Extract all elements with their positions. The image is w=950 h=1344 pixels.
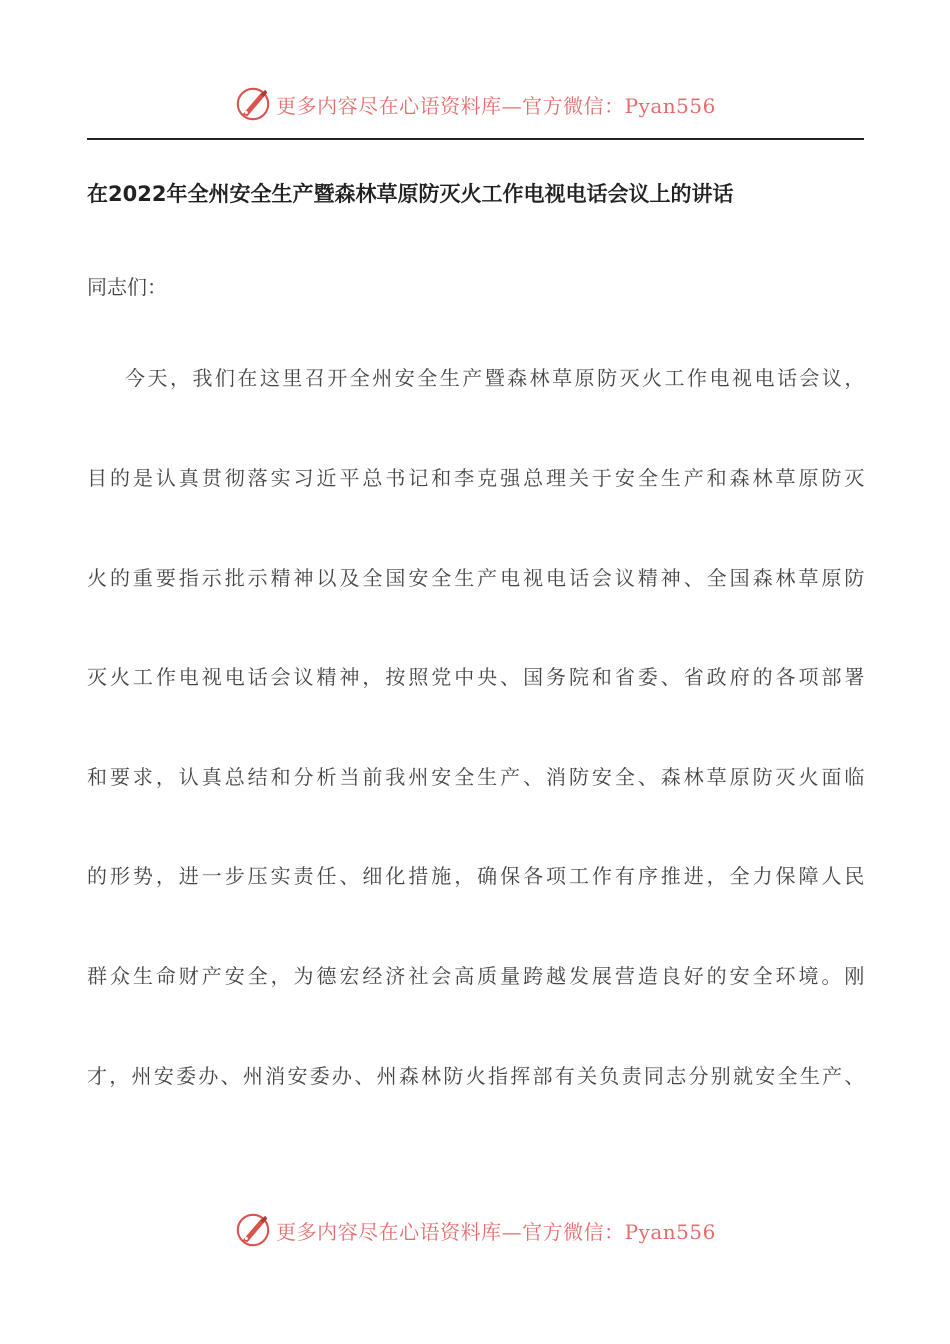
footer-banner xyxy=(0,1208,950,1252)
salutation: 同志们： xyxy=(87,275,167,299)
document-title: 在2022年全州安全生产暨森林草原防灭火工作电视电话会议上的讲话 xyxy=(87,182,734,206)
body-line: 目的是认真贯彻落实习近平总书记和李克强总理关于安全生产和森林草原防灭 xyxy=(87,466,865,490)
header-divider xyxy=(87,138,864,140)
body-line: 今天，我们在这里召开全州安全生产暨森林草原防灭火工作电视电话会议， xyxy=(125,366,865,390)
body-line: 群众生命财产安全，为德宏经济社会高质量跨越发展营造良好的安全环境。刚 xyxy=(87,964,865,988)
banner-text: 更多内容尽在心语资料库—官方微信：Pyan556 xyxy=(276,1219,716,1244)
pen-logo-icon xyxy=(234,85,272,123)
header-banner xyxy=(0,82,950,126)
banner-text: 更多内容尽在心语资料库—官方微信：Pyan556 xyxy=(276,93,716,118)
body-line: 和要求，认真总结和分析当前我州安全生产、消防安全、森林草原防灭火面临 xyxy=(87,765,865,789)
body-line: 的形势，进一步压实责任、细化措施，确保各项工作有序推进，全力保障人民 xyxy=(87,864,865,888)
body-line: 火的重要指示批示精神以及全国安全生产电视电话会议精神、全国森林草原防 xyxy=(87,566,865,590)
body-line: 才，州安委办、州消安委办、州森林防火指挥部有关负责同志分别就安全生产、 xyxy=(87,1064,865,1088)
body-line: 灭火工作电视电话会议精神，按照党中央、国务院和省委、省政府的各项部署 xyxy=(87,665,865,689)
pen-logo-icon xyxy=(234,1211,272,1249)
